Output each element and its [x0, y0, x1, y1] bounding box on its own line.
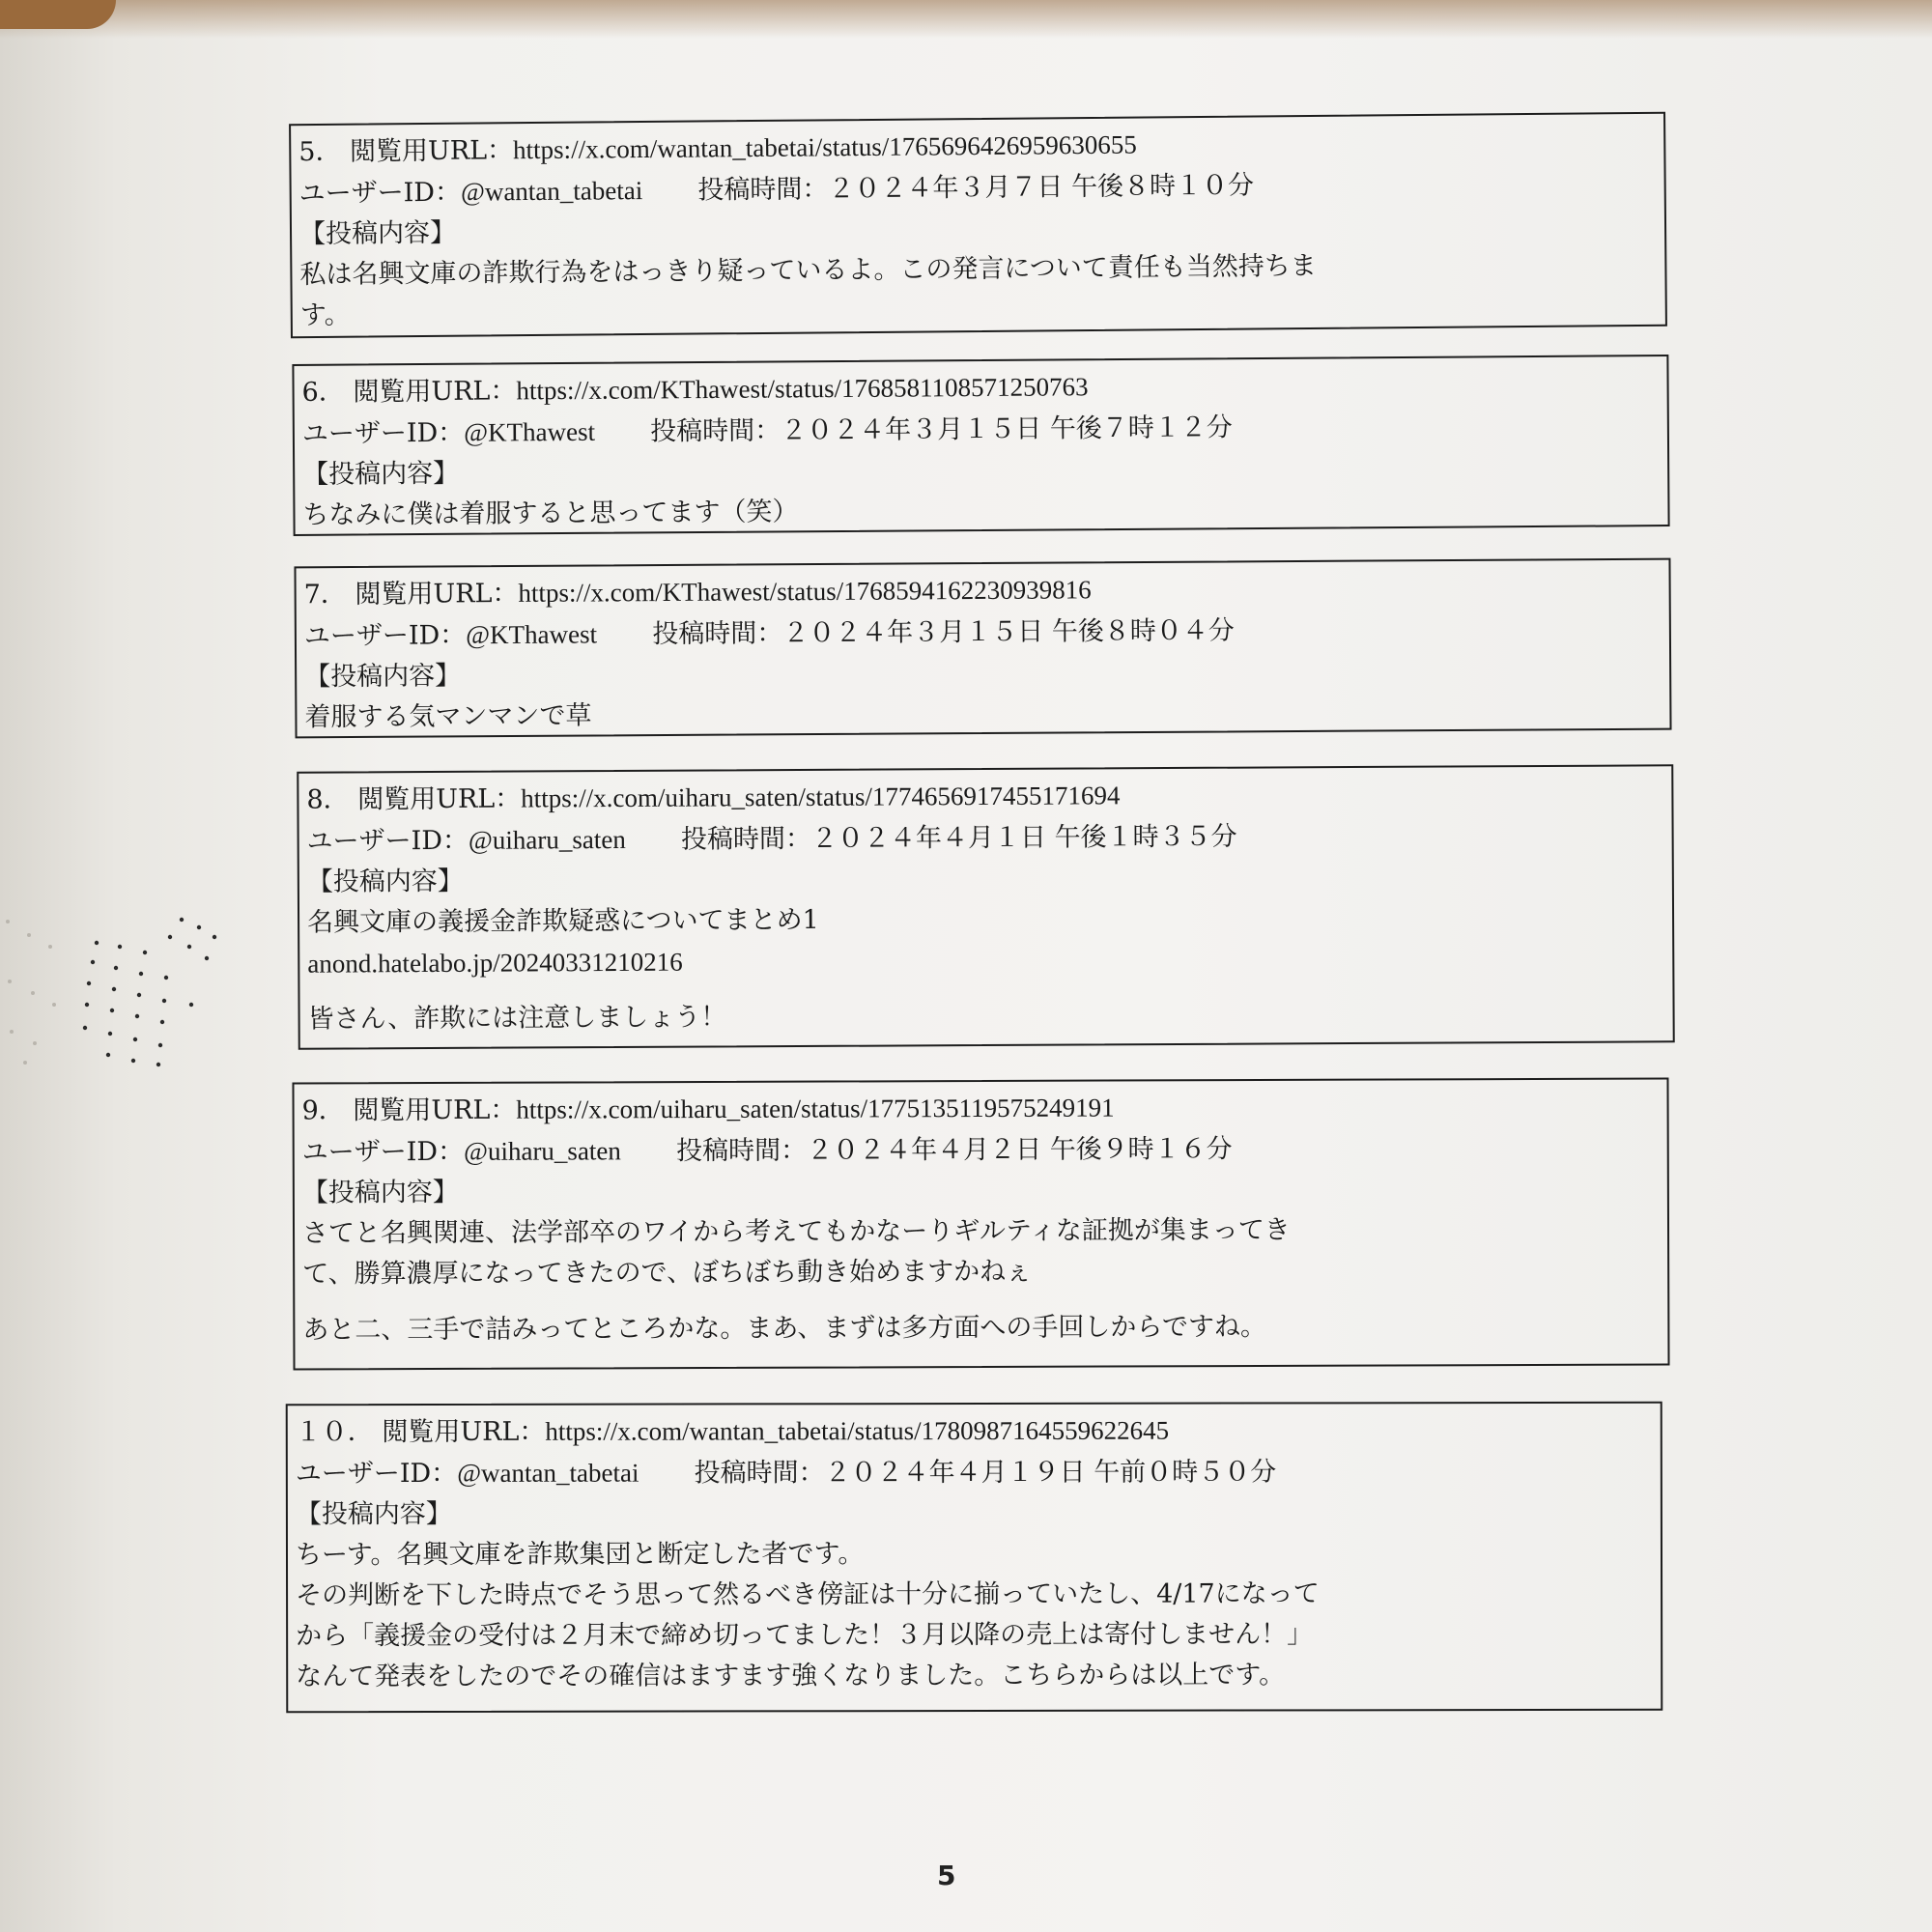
post-time-label: 投稿時間：	[650, 415, 781, 447]
user-id-label: ユーザーID：	[301, 417, 465, 449]
page-corner	[0, 0, 116, 29]
entry-number: 8．	[306, 784, 350, 815]
post-entry-7	[294, 558, 1671, 739]
post-url: https://x.com/wantan_tabetai/status/1765696426959630655	[512, 129, 1137, 165]
content-line: す。	[299, 299, 351, 331]
user-id-label: ユーザーID：	[301, 1136, 465, 1168]
post-time-label: 投稿時間：	[676, 1135, 808, 1167]
content-line: ちなみに僕は着服すると思ってます（笑）	[302, 497, 799, 530]
post-time: ２０２４年３月７日 午後８時１０分	[828, 170, 1255, 205]
post-time-label: 投稿時間：	[694, 1458, 825, 1489]
url-label: 閲覧用URL：	[349, 135, 514, 167]
user-id: @uiharu_saten	[464, 1136, 621, 1166]
user-id-label: ユーザーID：	[306, 825, 469, 857]
post-entry-8	[297, 764, 1674, 1049]
post-time-label: 投稿時間：	[652, 618, 783, 650]
url-label: 閲覧用URL：	[353, 1094, 517, 1126]
content-line: ちーす。名興文庫を詐欺集団と断定した者です。	[295, 1539, 865, 1571]
user-id: @KThawest	[464, 416, 596, 447]
page-edge-shadow	[0, 0, 1932, 39]
post-time-label: 投稿時間：	[697, 174, 829, 206]
post-entry-5	[289, 112, 1667, 338]
content-line: 皆さん、詐欺には注意しましょう！	[307, 1002, 727, 1035]
post-url: https://x.com/uiharu_saten/status/1774656917455171694	[521, 781, 1121, 813]
post-entry-6	[292, 355, 1669, 536]
post-url: https://x.com/KThawest/status/1768594162230939816	[518, 575, 1092, 608]
content-line: その判断を下した時点でそう思って然るべき傍証は十分に揃っていたし、4/17になって	[296, 1578, 1320, 1611]
user-id: @KThawest	[466, 619, 598, 650]
entry-number: 5．	[298, 136, 342, 168]
page-number: 5	[937, 1860, 956, 1891]
content-line: 私は名興文庫の詐欺行為をはっきり疑っているよ。この発言について責任も当然持ちま	[299, 250, 1317, 291]
entry-header	[296, 1409, 1653, 1453]
user-id: @wantan_tabetai	[457, 1458, 639, 1488]
content-line: なんて発表をしたのでその確信はますます強くなりました。こちらからは以上です。	[296, 1660, 1286, 1692]
post-time: ２０２４年４月１日 午後１時３５分	[810, 821, 1237, 854]
entry-number: 9．	[301, 1095, 345, 1126]
content-line: て、勝算濃厚になってきたので、ぼちぼち動き始めますかねぇ	[302, 1256, 1033, 1290]
content-line: あと二、三手で詰みってところかな。まあ、まずは多方面への手回しからですね。	[302, 1311, 1267, 1346]
entry-number: 7．	[303, 580, 347, 611]
post-entry-9	[292, 1078, 1669, 1371]
entry-header	[306, 772, 1663, 820]
entry-header	[302, 1086, 1660, 1132]
user-id: @uiharu_saten	[468, 824, 626, 855]
content-label: 【投稿内容】	[306, 866, 464, 897]
url-label: 閲覧用URL：	[353, 376, 517, 408]
content-line: さてと名興関連、法学部卒のワイから考えてもかなーりギルティな証拠が集まってき	[301, 1214, 1291, 1249]
post-time: ２０２４年４月２日 午後９時１６分	[807, 1134, 1233, 1166]
url-label: 閲覧用URL：	[357, 783, 522, 815]
post-time-label: 投稿時間：	[680, 823, 812, 855]
content-line: 着服する気マンマンで草	[304, 700, 592, 733]
post-entry-10	[286, 1402, 1663, 1713]
post-url: https://x.com/KThawest/status/1768581108571250763	[516, 372, 1089, 406]
content-label: 【投稿内容】	[298, 217, 457, 250]
entry-number: 6．	[301, 377, 345, 408]
user-id-label: ユーザーID：	[295, 1458, 458, 1490]
post-url: https://x.com/wantan_tabetai/status/1780987164559622645	[545, 1415, 1170, 1446]
entry-number: １０．	[295, 1417, 374, 1448]
user-id: @wantan_tabetai	[460, 176, 643, 207]
post-url: https://x.com/uiharu_saten/status/1775135119575249191	[516, 1093, 1115, 1124]
post-time: ２０２４年３月１５日 午後８時０４分	[782, 615, 1235, 649]
content-label: 【投稿内容】	[304, 661, 462, 693]
content-label: 【投稿内容】	[301, 1177, 459, 1208]
content-link: anond.hatelabo.jp/20240331210216	[307, 947, 683, 979]
entry-meta	[302, 1127, 1660, 1174]
user-id-label: ユーザーID：	[303, 620, 467, 652]
post-time: ２０２４年３月１５日 午後７時１２分	[781, 412, 1233, 446]
url-label: 閲覧用URL：	[382, 1416, 546, 1448]
entry-meta	[296, 1451, 1653, 1494]
decorative-dot-pattern	[0, 908, 232, 1082]
content-label: 【投稿内容】	[295, 1498, 452, 1530]
content-line: 名興文庫の義援金詐欺疑惑についてまとめ1	[306, 904, 819, 938]
user-id-label: ユーザーID：	[298, 177, 462, 210]
content-line: から「義援金の受付は２月末で締め切ってました！３月以降の売上は寄付しません！」	[296, 1619, 1314, 1652]
entry-meta	[307, 813, 1664, 862]
post-time: ２０２４年４月１９日 午前０時５０分	[824, 1457, 1277, 1489]
url-label: 閲覧用URL：	[355, 578, 519, 610]
content-label: 【投稿内容】	[302, 458, 460, 490]
